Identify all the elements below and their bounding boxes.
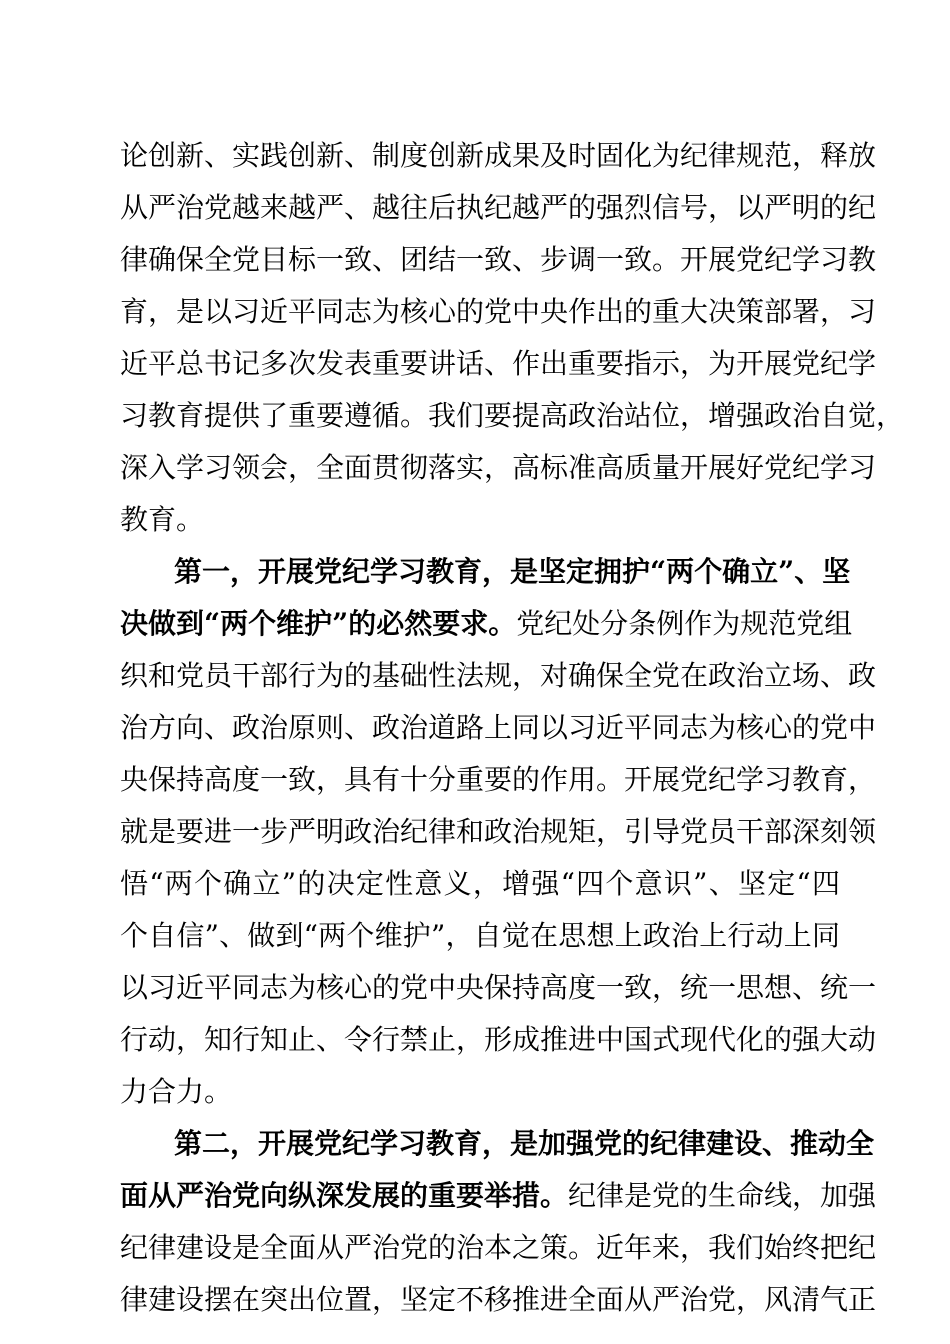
text-line: 织和党员干部行为的基础性法规，对确保全党在政治立场、政: [120, 659, 877, 692]
bold-heading-text: 面从严治党向纵深发展的重要举措。: [120, 1179, 569, 1212]
text-line: 决做到“两个维护”的必然要求。党纪处分条例作为规范党组: [120, 607, 853, 640]
text-line: 就是要进一步严明政治纪律和政治规矩，引导党员干部深刻领: [120, 815, 877, 848]
text-line: 近平总书记多次发表重要讲话、作出重要指示，为开展党纪学: [120, 347, 877, 380]
text-line: 深入学习领会，全面贯彻落实，高标准高质量开展好党纪学习: [120, 451, 877, 484]
text-line: 面从严治党向纵深发展的重要举措。纪律是党的生命线，加强: [120, 1179, 877, 1212]
text-line: 育，是以习近平同志为核心的党中央作出的重大决策部署，习: [120, 295, 877, 328]
bold-heading-text: 第二，开展党纪学习教育，是加强党的纪律建设、推动全: [174, 1127, 875, 1160]
text-line: [174, 554, 851, 590]
text-line: 律确保全党目标一致、团结一致、步调一致。开展党纪学习教: [120, 243, 877, 276]
bold-heading-text: 决做到“两个维护”的必然要求。: [120, 607, 517, 640]
text-line: 以习近平同志为核心的党中央保持高度一致，统一思想、统一: [120, 971, 877, 1004]
text-line: 力合力。: [120, 1075, 233, 1108]
bold-heading-text: 第一，开展党纪学习教育，是坚定拥护“两个确立”、坚: [174, 555, 851, 588]
text-line: 教育。: [120, 503, 205, 536]
text-line: 治方向、政治原则、政治道路上同以习近平同志为核心的党中: [120, 711, 877, 744]
text-line: 从严治党越来越严、越往后执纪越严的强烈信号，以严明的纪: [120, 191, 877, 224]
text-line: 行动，知行知止、令行禁止，形成推进中国式现代化的强大动: [120, 1023, 877, 1056]
text-line: 悟“两个确立”的决定性意义，增强“四个意识”、坚定“四: [120, 867, 840, 900]
text-line: 论创新、实践创新、制度创新成果及时固化为纪律规范，释放: [120, 139, 877, 172]
text-line: 个自信”、做到“两个维护”，自觉在思想上政治上行动上同: [120, 919, 840, 952]
text-line: 纪律建设是全面从严治党的治本之策。近年来，我们始终把纪: [120, 1231, 877, 1264]
text-line: 律建设摆在突出位置，坚定不移推进全面从严治党，风清气正: [120, 1283, 877, 1316]
text-line: [174, 1126, 875, 1162]
text-line: 央保持高度一致，具有十分重要的作用。开展党纪学习教育，: [120, 763, 877, 796]
text-line: 习教育提供了重要遵循。我们要提高政治站位，增强政治自觉，: [120, 399, 905, 432]
